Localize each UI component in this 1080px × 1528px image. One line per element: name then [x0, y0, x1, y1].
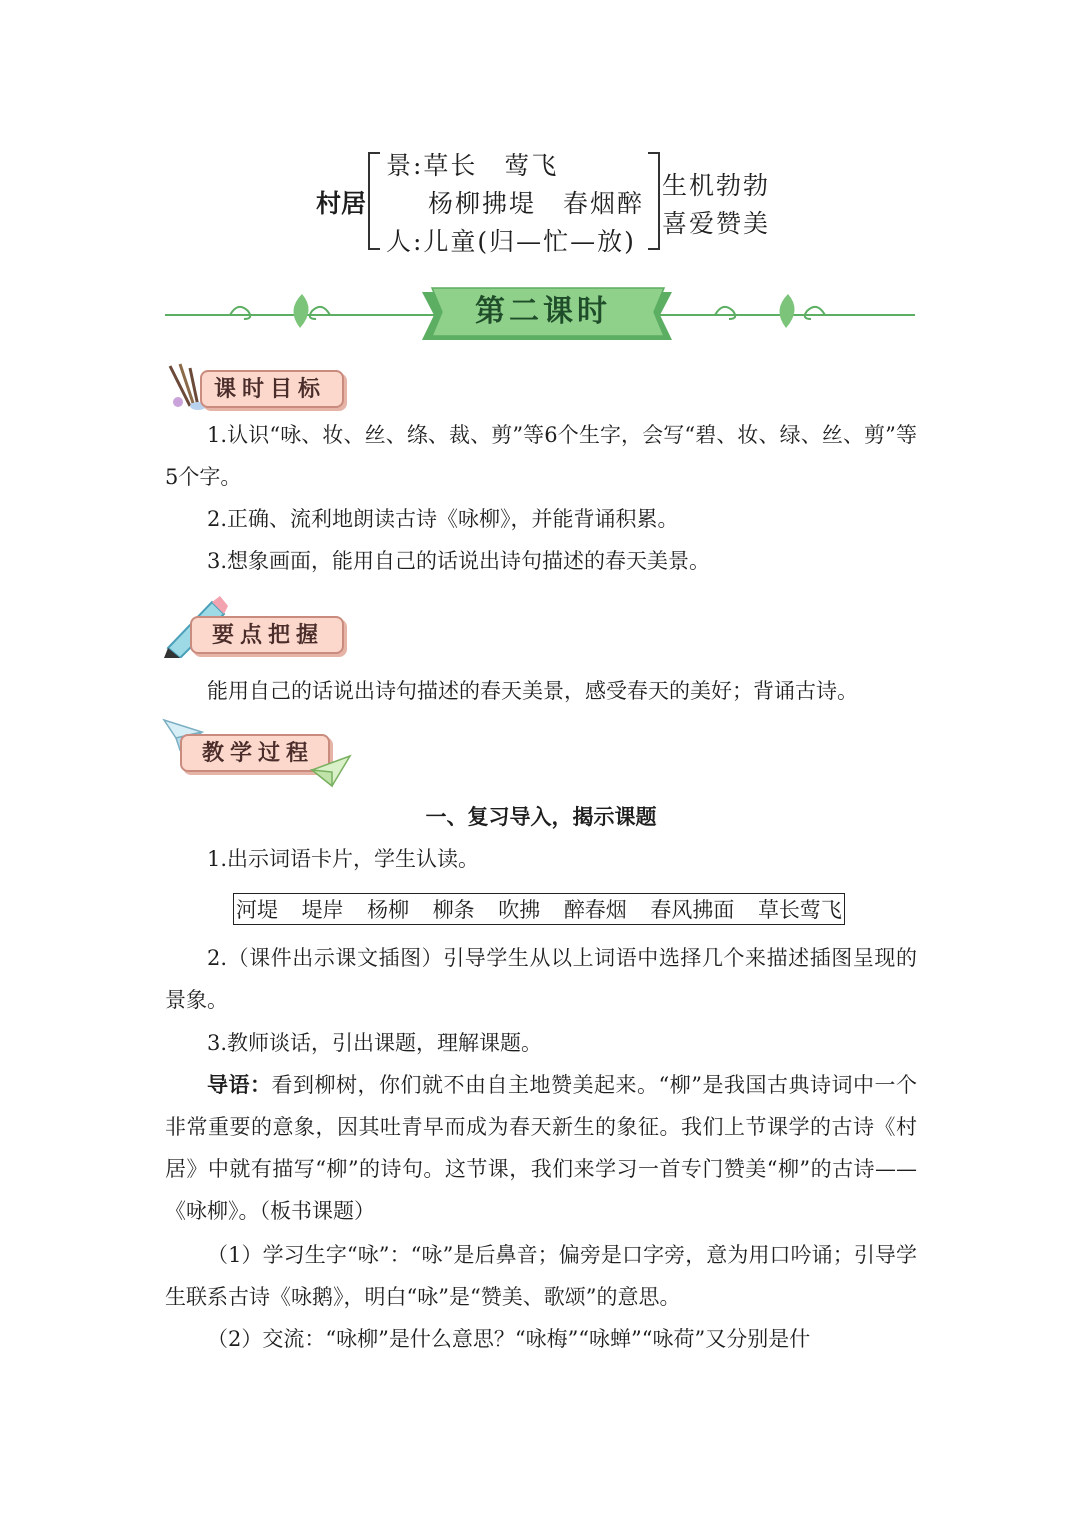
step-3: 3.教师谈话，引出课题，理解课题。 — [207, 1031, 543, 1055]
sub-item-2: （2）交流：“咏柳”是什么意思？“咏梅”“咏蝉”“咏荷”又分别是什 — [207, 1327, 811, 1351]
intro-paragraph — [165, 1064, 917, 1232]
intro-label: 导语： — [207, 1072, 272, 1097]
banner-title: 第二课时 — [475, 294, 611, 329]
section-1-title: 一、复习导入，揭示课题 — [425, 804, 657, 829]
paper-plane-icon — [310, 752, 352, 788]
objective-3: 3.想象画面，能用自己的话说出诗句描述的春天美景。 — [207, 549, 711, 573]
leaf-icon — [779, 294, 794, 328]
board-line-1: 景:草长 莺飞 — [386, 151, 559, 180]
leaf-icon — [293, 294, 308, 328]
process-header: 教学过程 — [202, 740, 315, 766]
keypoints-text: 能用自己的话说出诗句描述的春天美景，感受春天的美好；背诵古诗。 — [207, 679, 858, 703]
right-bracket — [648, 152, 660, 250]
board-right-2: 喜爱赞美 — [662, 209, 771, 238]
board-title: 村居 — [316, 189, 367, 218]
sub-item-1: （1）学习生字“咏”：“咏”是后鼻音；偏旁是口字旁，意为用口吟诵；引导学生联系古诗《咏鹅》，明白“咏”是“赞美、歌颂”的意思。 — [165, 1243, 917, 1309]
word-card: 醉春烟 — [563, 898, 627, 922]
word-card: 柳条 — [432, 898, 475, 922]
board-line-3: 人:儿童(归—忙—放) — [386, 227, 636, 256]
step-2: 2.（课件出示课文插图）引导学生从以上词语中选择几个来描述插图呈现的景象。 — [165, 946, 917, 1012]
word-card: 堤岸 — [301, 898, 344, 922]
word-card: 春风拂面 — [650, 898, 735, 922]
step-1: 1.出示词语卡片，学生认读。 — [207, 847, 480, 871]
board-line-2: 杨柳拂堤 春烟醉 — [428, 189, 645, 218]
word-card: 杨柳 — [367, 898, 410, 922]
objective-2: 2.正确、流利地朗读古诗《咏柳》，并能背诵积累。 — [207, 507, 679, 531]
intro-text: 看到柳树，你们就不由自主地赞美起来。“柳”是我国古典诗词中一个非常重要的意象，因其吐青早而成为春天新生的象征。我们上节课学的古诗《村居》中就有描写“柳”的诗句。这节课，我们来学习一首专门赞美“柳”的古诗——《咏柳》。（板书课题） — [165, 1073, 917, 1223]
word-card-box — [233, 893, 845, 925]
objective-1: 1.认识“咏、妆、丝、绦、裁、剪”等6个生字，会写“碧、妆、绿、丝、剪”等5个字。 — [165, 423, 917, 489]
word-card: 河堤 — [236, 898, 278, 922]
board-right-1: 生机勃勃 — [662, 171, 771, 200]
keypoints-header: 要点把握 — [212, 622, 325, 648]
word-card: 吹拂 — [498, 898, 541, 922]
left-bracket — [368, 152, 380, 250]
word-card: 草长莺飞 — [757, 898, 842, 922]
objectives-header: 课时目标 — [214, 376, 327, 402]
